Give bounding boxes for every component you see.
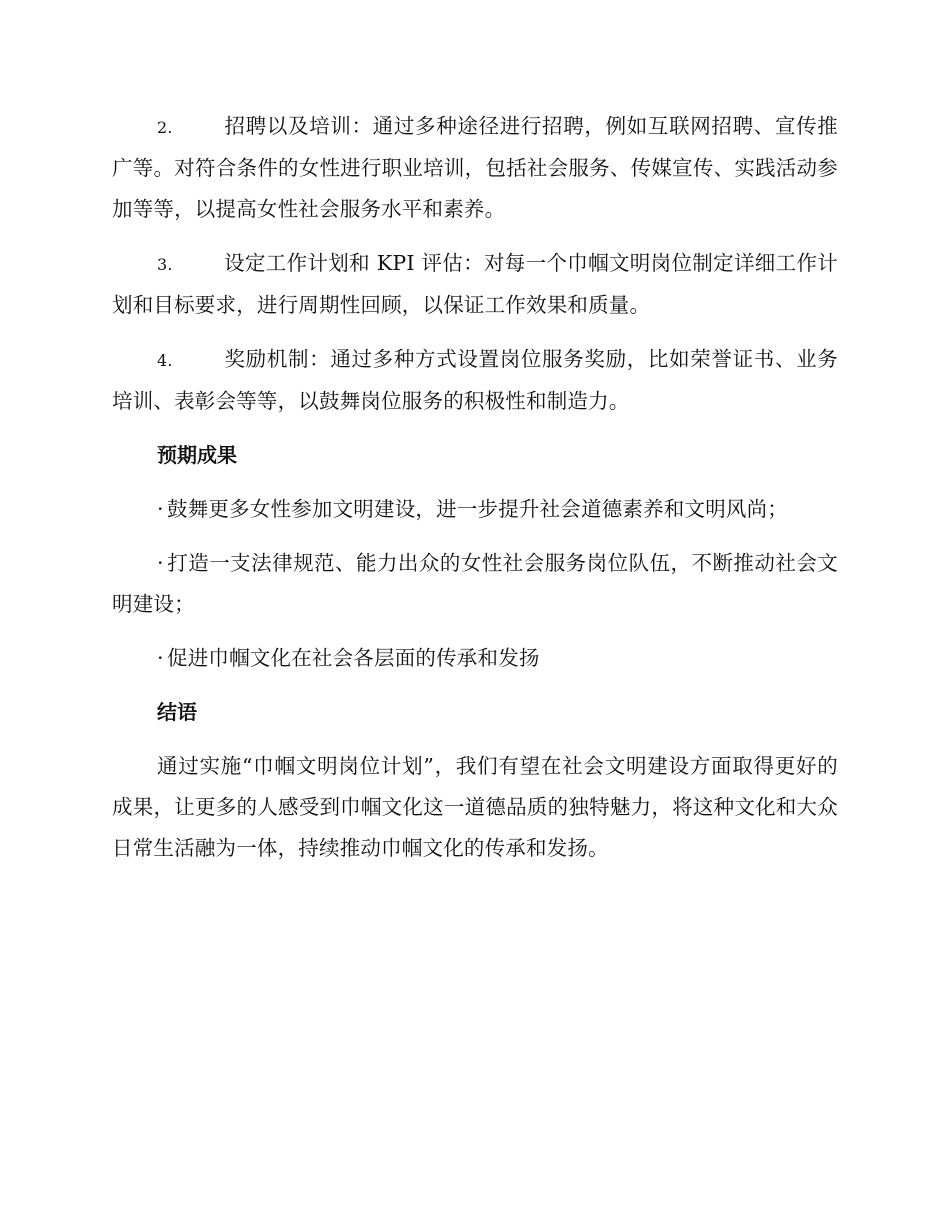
numbered-item bbox=[112, 243, 838, 326]
bullet-dot: · bbox=[157, 551, 164, 575]
item-text: 奖励机制：通过多种方式设置岗位服务奖励，比如荣誉证书、业务培训、表彰会等等，以鼓舞岗位服务的积极性和制造力。 bbox=[112, 347, 838, 413]
item-number: 2. bbox=[157, 118, 173, 137]
item-number: 3. bbox=[157, 255, 173, 274]
numbered-item bbox=[112, 106, 838, 230]
numbered-item bbox=[112, 339, 838, 422]
bullet-text: 打造一支法律规范、能力出众的女性社会服务岗位队伍，不断推动社会文明建设； bbox=[112, 551, 838, 616]
bullet-text: 鼓舞更多女性参加文明建设，进一步提升社会道德素养和文明风尚； bbox=[167, 497, 788, 521]
section-heading-conclusion: 结语 bbox=[157, 700, 197, 724]
section-heading-outcomes: 预期成果 bbox=[157, 443, 237, 467]
bullet-dot: · bbox=[157, 497, 164, 521]
conclusion-paragraph: 通过实施“巾帼文明岗位计划”，我们有望在社会文明建设方面取得更好的成果，让更多的人感受到巾帼文化这一道德品质的独特魅力，将这种文化和大众日常生活融为一体，持续推动巾帼文化的传承和发扬。 bbox=[112, 754, 838, 860]
item-text: 招聘以及培训：通过多种途径进行招聘，例如互联网招聘、宣传推广等。对符合条件的女性进行职业培训，包括社会服务、传媒宣传、实践活动参加等等，以提高女性社会服务水平和素养。 bbox=[112, 114, 838, 221]
bullet-text: 促进巾帼文化在社会各层面的传承和发扬 bbox=[167, 646, 540, 670]
bullet-item bbox=[112, 638, 838, 679]
bullet-item bbox=[112, 543, 838, 625]
item-text: 设定工作计划和 KPI 评估：对每一个巾帼文明岗位制定详细工作计划和目标要求，进行周期性回顾，以保证工作效果和质量。 bbox=[112, 251, 838, 317]
document-body bbox=[112, 106, 838, 882]
bullet-dot: · bbox=[157, 646, 164, 670]
bullet-item bbox=[112, 489, 838, 530]
item-number: 4. bbox=[157, 351, 173, 370]
